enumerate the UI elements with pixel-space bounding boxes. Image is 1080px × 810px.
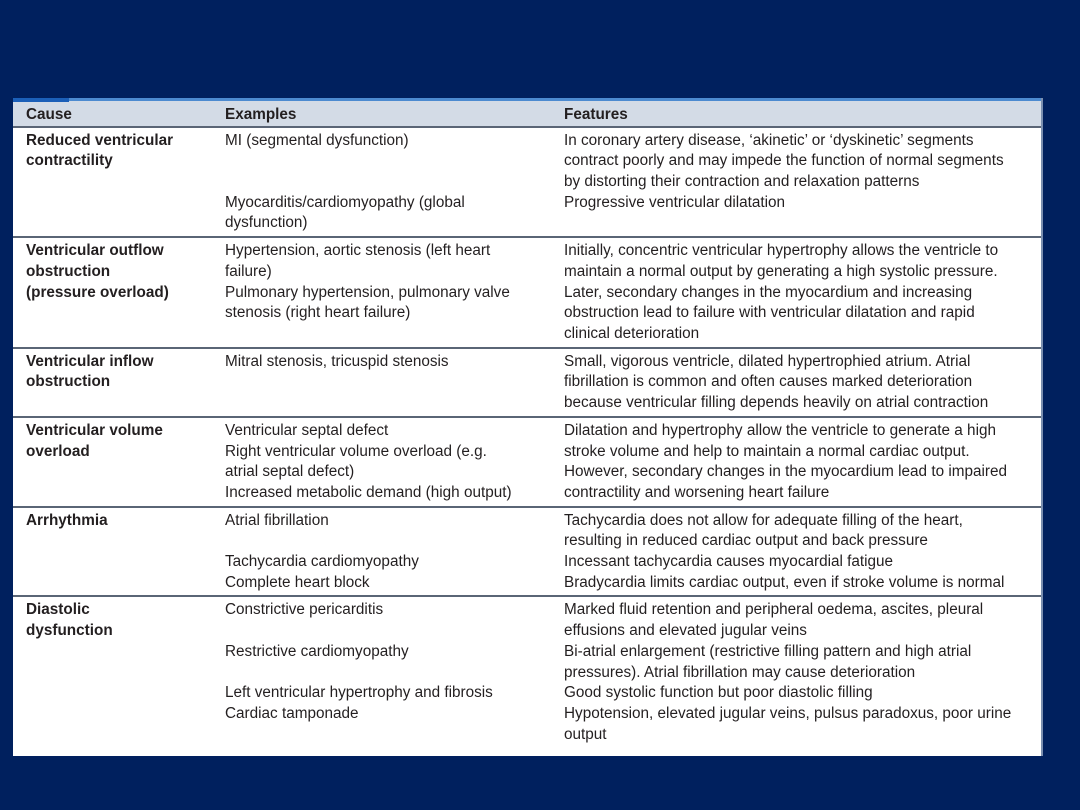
examples-cell [212, 417, 551, 507]
cause-line: (pressure overload) [26, 283, 169, 301]
cause-cell [13, 237, 212, 348]
features-line: Small, vigorous ventricle, dilated hypertrophied atrium. Atrial [564, 352, 971, 370]
examples-line: Tachycardia cardiomyopathy [225, 553, 419, 571]
cause-line: Ventricular inflow [26, 352, 154, 370]
examples-line: Complete heart block [225, 573, 370, 591]
examples-line: Left ventricular hypertrophy and fibrosis [225, 684, 493, 702]
cause-line: Ventricular outflow [26, 242, 164, 260]
features-line: output [564, 725, 607, 743]
examples-line: dysfunction) [225, 214, 308, 232]
examples-line: Ventricular septal defect [225, 421, 389, 439]
examples-line: Restrictive cardiomyopathy [225, 642, 409, 660]
examples-cell [212, 127, 551, 237]
features-line: Incessant tachycardia causes myocardial fatigue [564, 553, 894, 571]
cause-line: obstruction [26, 373, 111, 391]
cause-line: Diastolic [26, 601, 90, 619]
features-line: Dilatation and hypertrophy allow the ventricle to generate a high [564, 421, 996, 439]
spacer-line [225, 663, 545, 684]
examples-line: MI (segmental dysfunction) [225, 131, 409, 149]
spacer-line [225, 531, 545, 552]
features-line: contract poorly and may impede the function of normal segments [564, 152, 1004, 170]
heart-failure-causes-table [13, 98, 1041, 747]
features-line: by distorting their contraction and relaxation patterns [564, 173, 920, 191]
features-line: pressures). Atrial fibrillation may cause deterioration [564, 663, 916, 681]
features-line: stroke volume and help to maintain a normal cardiac output. [564, 442, 970, 460]
cause-cell [13, 417, 212, 507]
examples-line: stenosis (right heart failure) [225, 304, 411, 322]
examples-cell [212, 596, 551, 747]
examples-line: Right ventricular volume overload (e.g. [225, 442, 487, 460]
features-line: In coronary artery disease, ‘akinetic’ or ‘dyskinetic’ segments [564, 131, 974, 149]
cause-line: Reduced ventricular [26, 131, 174, 149]
examples-line: failure) [225, 262, 272, 280]
features-line: Bradycardia limits cardiac output, even if stroke volume is normal [564, 573, 1005, 591]
column-header-cause: Cause [13, 100, 212, 127]
examples-line: atrial septal defect) [225, 463, 355, 481]
features-line: effusions and elevated jugular veins [564, 622, 807, 640]
header-accent-bar [13, 98, 69, 102]
features-cell [551, 127, 1041, 237]
features-line: Later, secondary changes in the myocardium and increasing [564, 283, 973, 301]
examples-cell [212, 237, 551, 348]
spacer-line [225, 151, 545, 172]
cause-line: Arrhythmia [26, 511, 108, 529]
cause-line: obstruction [26, 262, 111, 280]
features-cell [551, 507, 1041, 597]
examples-line: Hypertension, aortic stenosis (left heart [225, 242, 491, 260]
cause-line: contractility [26, 152, 113, 170]
features-cell [551, 237, 1041, 348]
features-line: because ventricular filling depends heavily on atrial contraction [564, 394, 989, 412]
examples-line: Increased metabolic demand (high output) [225, 483, 512, 501]
cause-cell [13, 348, 212, 417]
features-line: obstruction lead to failure with ventricular dilatation and rapid [564, 304, 975, 322]
features-line: Good systolic function but poor diastolic filling [564, 684, 873, 702]
table-row [13, 417, 1041, 507]
spacer-line [225, 621, 545, 642]
features-line: Hypotension, elevated jugular veins, pulsus paradoxus, poor urine [564, 704, 1012, 722]
spacer-line [225, 172, 545, 193]
examples-line: Constrictive pericarditis [225, 601, 384, 619]
column-header-features: Features [551, 100, 1041, 127]
cause-cell [13, 127, 212, 237]
table-header-row [13, 100, 1041, 127]
features-line: clinical deterioration [564, 325, 700, 342]
examples-cell [212, 348, 551, 417]
features-line: However, secondary changes in the myocardium lead to impaired [564, 463, 1007, 481]
features-cell [551, 596, 1041, 747]
cause-cell [13, 596, 212, 747]
cause-line: dysfunction [26, 622, 113, 640]
table-row [13, 507, 1041, 597]
column-header-examples: Examples [212, 100, 551, 127]
features-line: Bi-atrial enlargement (restrictive filling pattern and high atrial [564, 642, 972, 660]
examples-line: Pulmonary hypertension, pulmonary valve [225, 283, 510, 301]
table-row [13, 348, 1041, 417]
cause-cell [13, 507, 212, 597]
features-line: contractility and worsening heart failure [564, 483, 830, 501]
features-line: Tachycardia does not allow for adequate filling of the heart, [564, 511, 963, 529]
cause-line: Ventricular volume [26, 421, 163, 439]
features-line: Initially, concentric ventricular hypertrophy allows the ventricle to [564, 242, 999, 260]
examples-line: Mitral stenosis, tricuspid stenosis [225, 352, 449, 370]
features-line: fibrillation is common and often causes marked deterioration [564, 373, 973, 391]
examples-cell [212, 507, 551, 597]
cause-line: overload [26, 442, 90, 460]
table-row [13, 596, 1041, 747]
features-cell [551, 348, 1041, 417]
table-row [13, 127, 1041, 237]
table-row [13, 237, 1041, 348]
table-body [13, 127, 1041, 748]
heart-failure-causes-table-panel [13, 98, 1043, 756]
features-cell [551, 417, 1041, 507]
features-line: Progressive ventricular dilatation [564, 193, 786, 211]
features-line: Marked fluid retention and peripheral oedema, ascites, pleural [564, 601, 984, 619]
features-line: resulting in reduced cardiac output and back pressure [564, 532, 928, 550]
features-line: maintain a normal output by generating a high systolic pressure. [564, 262, 998, 280]
examples-line: Cardiac tamponade [225, 704, 359, 722]
examples-line: Atrial fibrillation [225, 511, 329, 529]
examples-line: Myocarditis/cardiomyopathy (global [225, 193, 465, 211]
